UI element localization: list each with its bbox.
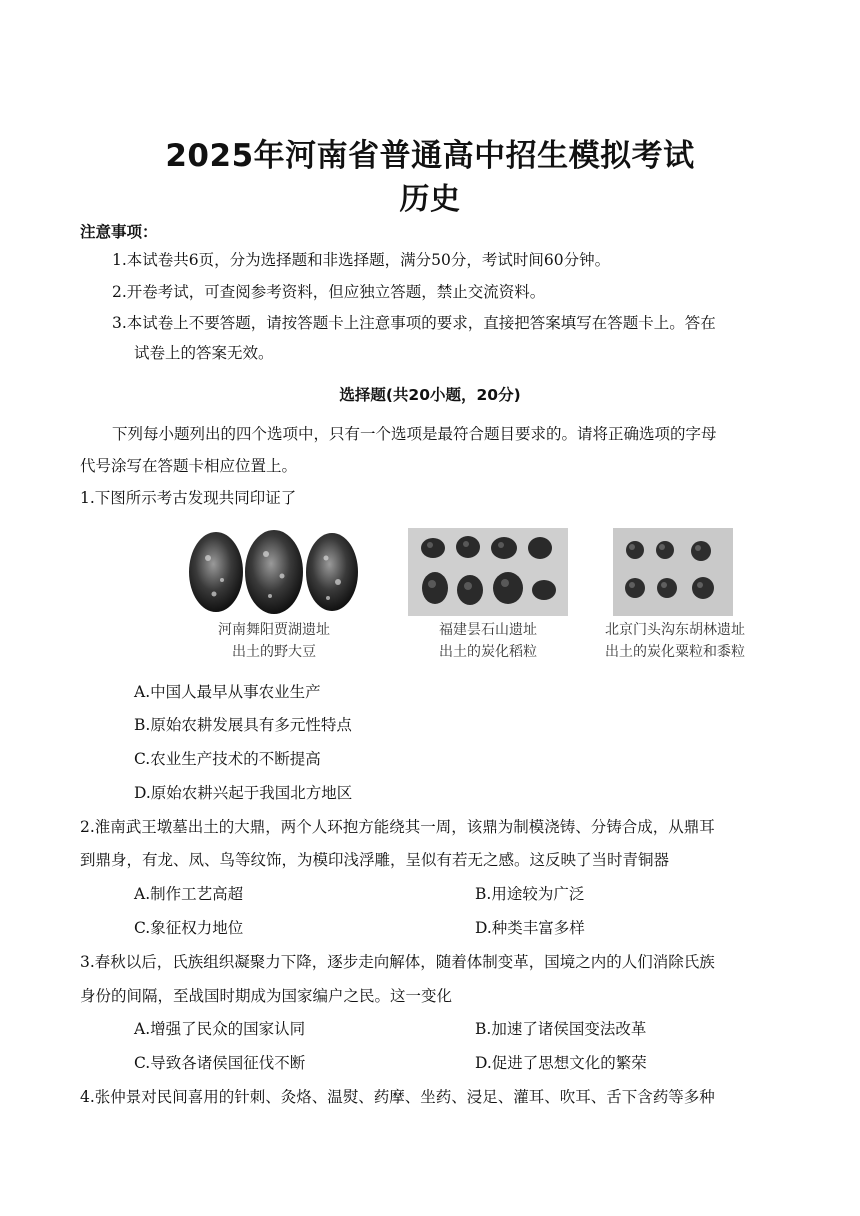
answer-option: A.增强了民众的国家认同 [134, 1020, 306, 1038]
question-stem: 2.淮南武王墩墓出土的大鼎，两个人环抱方能绕其一周，该鼎为制模浇铸、分铸合成，从鼎耳 [80, 818, 715, 836]
question-stem: 1.下图所示考古发现共同印证了 [80, 489, 297, 507]
archaeology-figure [0, 528, 860, 668]
answer-option: B.原始农耕发展具有多元性特点 [134, 716, 352, 734]
wild-soybean-photo [188, 528, 360, 616]
answer-option: D.原始农耕兴起于我国北方地区 [134, 784, 353, 802]
question-stem: 到鼎身，有龙、凤、鸟等纹饰，为模印浅浮雕，呈似有若无之感。这反映了当时青铜器 [80, 851, 670, 869]
answer-option: A.制作工艺高超 [134, 885, 244, 903]
figure-panel [408, 528, 568, 668]
notice-heading: 注意事项： [80, 223, 158, 241]
figure-caption: 出土的炭化稻粒 [439, 644, 537, 660]
figure-caption: 福建昙石山遗址 [439, 622, 537, 638]
answer-option: B.用途较为广泛 [475, 885, 585, 903]
section-title: 选择题(共20小题，20分) [339, 386, 521, 404]
notice-item: 试卷上的答案无效。 [134, 344, 274, 362]
notice-item: 1.本试卷共6页，分为选择题和非选择题，满分50分，考试时间60分钟。 [112, 251, 611, 269]
question-stem: 3.春秋以后，氏族组织凝聚力下降，逐步走向解体，随着体制变革，国境之内的人们消除氏族 [80, 953, 715, 971]
exam-title: 2025年河南省普通高中招生模拟考试 [165, 138, 695, 174]
answer-option: C.农业生产技术的不断提高 [134, 750, 321, 768]
question-stem: 身份的间隔，至战国时期成为国家编户之民。这一变化 [80, 987, 453, 1005]
figure-caption: 北京门头沟东胡林遗址 [605, 622, 745, 638]
answer-option: B.加速了诸侯国变法改革 [475, 1020, 647, 1038]
exam-subject: 历史 [399, 182, 461, 217]
carbonized-rice-photo [408, 528, 568, 616]
answer-option: A.中国人最早从事农业生产 [134, 683, 321, 701]
section-instruction: 代号涂写在答题卡相应位置上。 [80, 457, 298, 475]
section-instruction: 下列每小题列出的四个选项中，只有一个选项是最符合题目要求的。请将正确选项的字母 [112, 425, 717, 443]
carbonized-millet-photo [613, 528, 793, 616]
figure-panel [585, 528, 765, 668]
answer-option: C.象征权力地位 [134, 919, 244, 937]
figure-caption: 出土的野大豆 [232, 644, 316, 660]
answer-option: D.促进了思想文化的繁荣 [475, 1054, 647, 1072]
figure-caption: 出土的炭化粟粒和黍粒 [605, 644, 745, 660]
figure-caption: 河南舞阳贾湖遗址 [218, 622, 330, 638]
answer-option: C.导致各诸侯国征伐不断 [134, 1054, 306, 1072]
figure-panel [188, 528, 360, 668]
notice-item: 3.本试卷上不要答题，请按答题卡上注意事项的要求，直接把答案填写在答题卡上。答在 [112, 314, 716, 332]
notice-item: 2.开卷考试，可查阅参考资料，但应独立答题，禁止交流资料。 [112, 283, 546, 301]
question-stem: 4.张仲景对民间喜用的针刺、灸烙、温熨、药摩、坐药、浸足、灌耳、吹耳、舌下含药等多种 [80, 1088, 715, 1106]
answer-option: D.种类丰富多样 [475, 919, 585, 937]
